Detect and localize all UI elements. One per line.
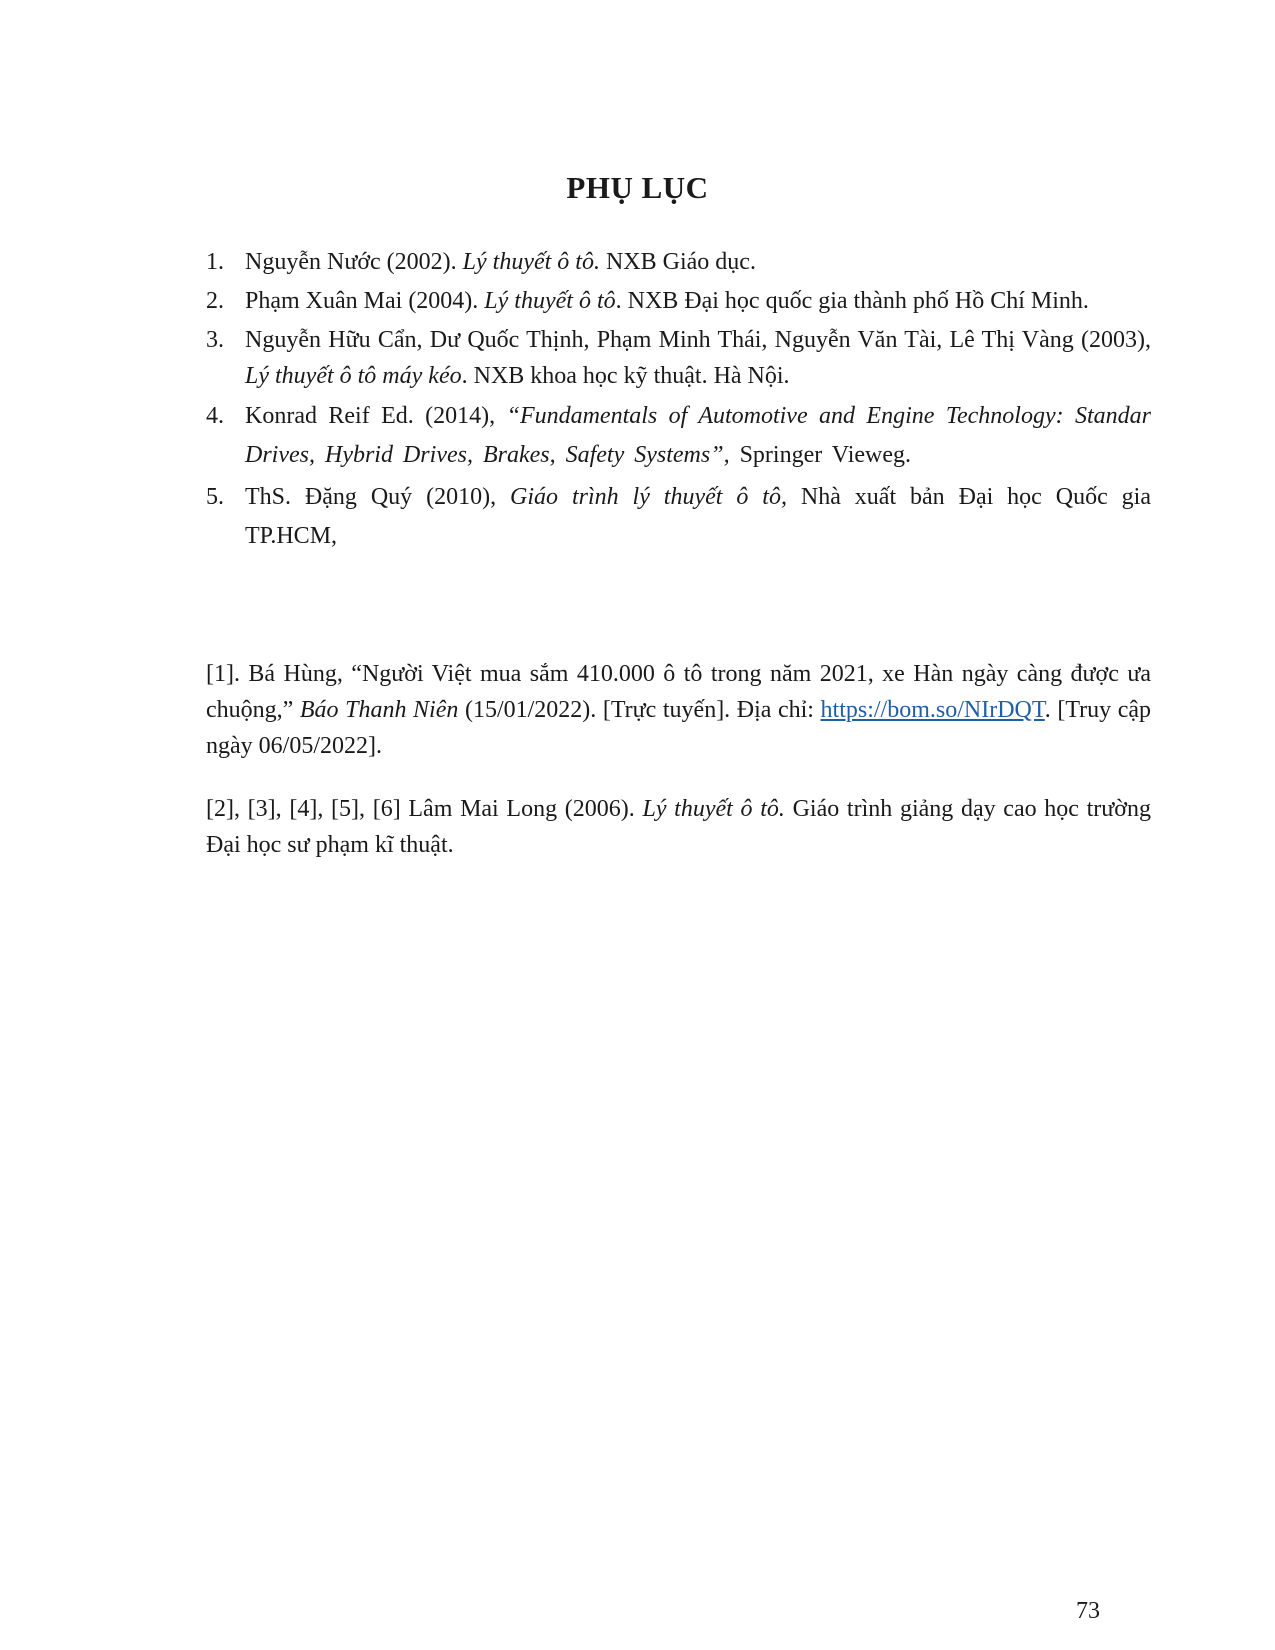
reference-publisher: . NXB Đại học quốc gia thành phố Hồ Chí Minh. [615,288,1089,314]
reference-number: 4. [206,403,224,429]
reference-publisher: Springer Vieweg. [729,442,911,468]
citation-source: Báo Thanh Niên [299,697,459,723]
reference-title: Lý thuyết ô tô. [462,249,600,275]
reference-number: 1. [206,249,224,275]
reference-title: Lý thuyết ô tô máy kéo [245,363,462,389]
reference-text: Nguyễn Hữu Cẩn, Dư Quốc Thịnh, Phạm Minh Thái, Nguyễn Văn Tài, Lê Thị Vàng (2003), [245,327,1151,353]
citation-details: Giáo trình giảng dạy cao học trường Đại học sư phạm kĩ thuật. [206,796,1152,858]
reference-item-3 [206,322,1151,394]
citation-text: [2], [3], [4], [5], [6] Lâm Mai Long (2006). [206,796,643,822]
reference-item-2 [206,283,1151,319]
citation-link[interactable]: https://bom.so/NIrDQT [820,697,1045,723]
citation-title: Lý thuyết ô tô. [642,796,785,822]
reference-text: Konrad Reif Ed. (2014), [245,403,507,429]
citation-paragraph-1 [206,656,1151,764]
reference-publisher: Nhà xuất bản Đại học Quốc gia TP.HCM, [245,484,1151,549]
reference-title: Giáo trình lý thuyết ô tô, [510,484,787,510]
page-title: PHỤ LỤC [566,170,709,205]
reference-item-1 [206,244,1151,280]
reference-publisher: . NXB khoa học kỹ thuật. Hà Nội. [461,363,790,389]
citation-text: [1]. Bá Hùng, “Người Việt mua sắm 410.000 ô tô trong năm 2021, xe Hàn ngày càng được ưa chuộng,” [206,661,1151,723]
reference-number: 5. [206,484,224,510]
reference-item-5 [206,478,1151,556]
reference-text: Phạm Xuân Mai (2004). [245,288,485,314]
reference-number: 2. [206,288,224,314]
page-number: 73 [1076,1598,1100,1624]
citation-paragraph-2 [206,791,1151,863]
reference-title: Lý thuyết ô tô [484,288,616,314]
citation-details: (15/01/2022). [Trực tuyến]. Địa chỉ: [458,697,821,723]
reference-item-4 [206,397,1151,475]
reference-publisher: NXB Giáo dục. [599,249,756,275]
reference-title: “Fundamentals of Automotive and Engine Technology: Standar Drives, Hybrid Drives, Brakes, Safety Systems”, [245,403,1152,468]
reference-list [206,244,1151,559]
reference-text: ThS. Đặng Quý (2010), [245,484,511,510]
citation-access-date: . [Truy cập ngày 06/05/2022]. [206,697,1152,759]
reference-number: 3. [206,327,224,353]
reference-text: Nguyễn Nước (2002). [245,249,463,275]
